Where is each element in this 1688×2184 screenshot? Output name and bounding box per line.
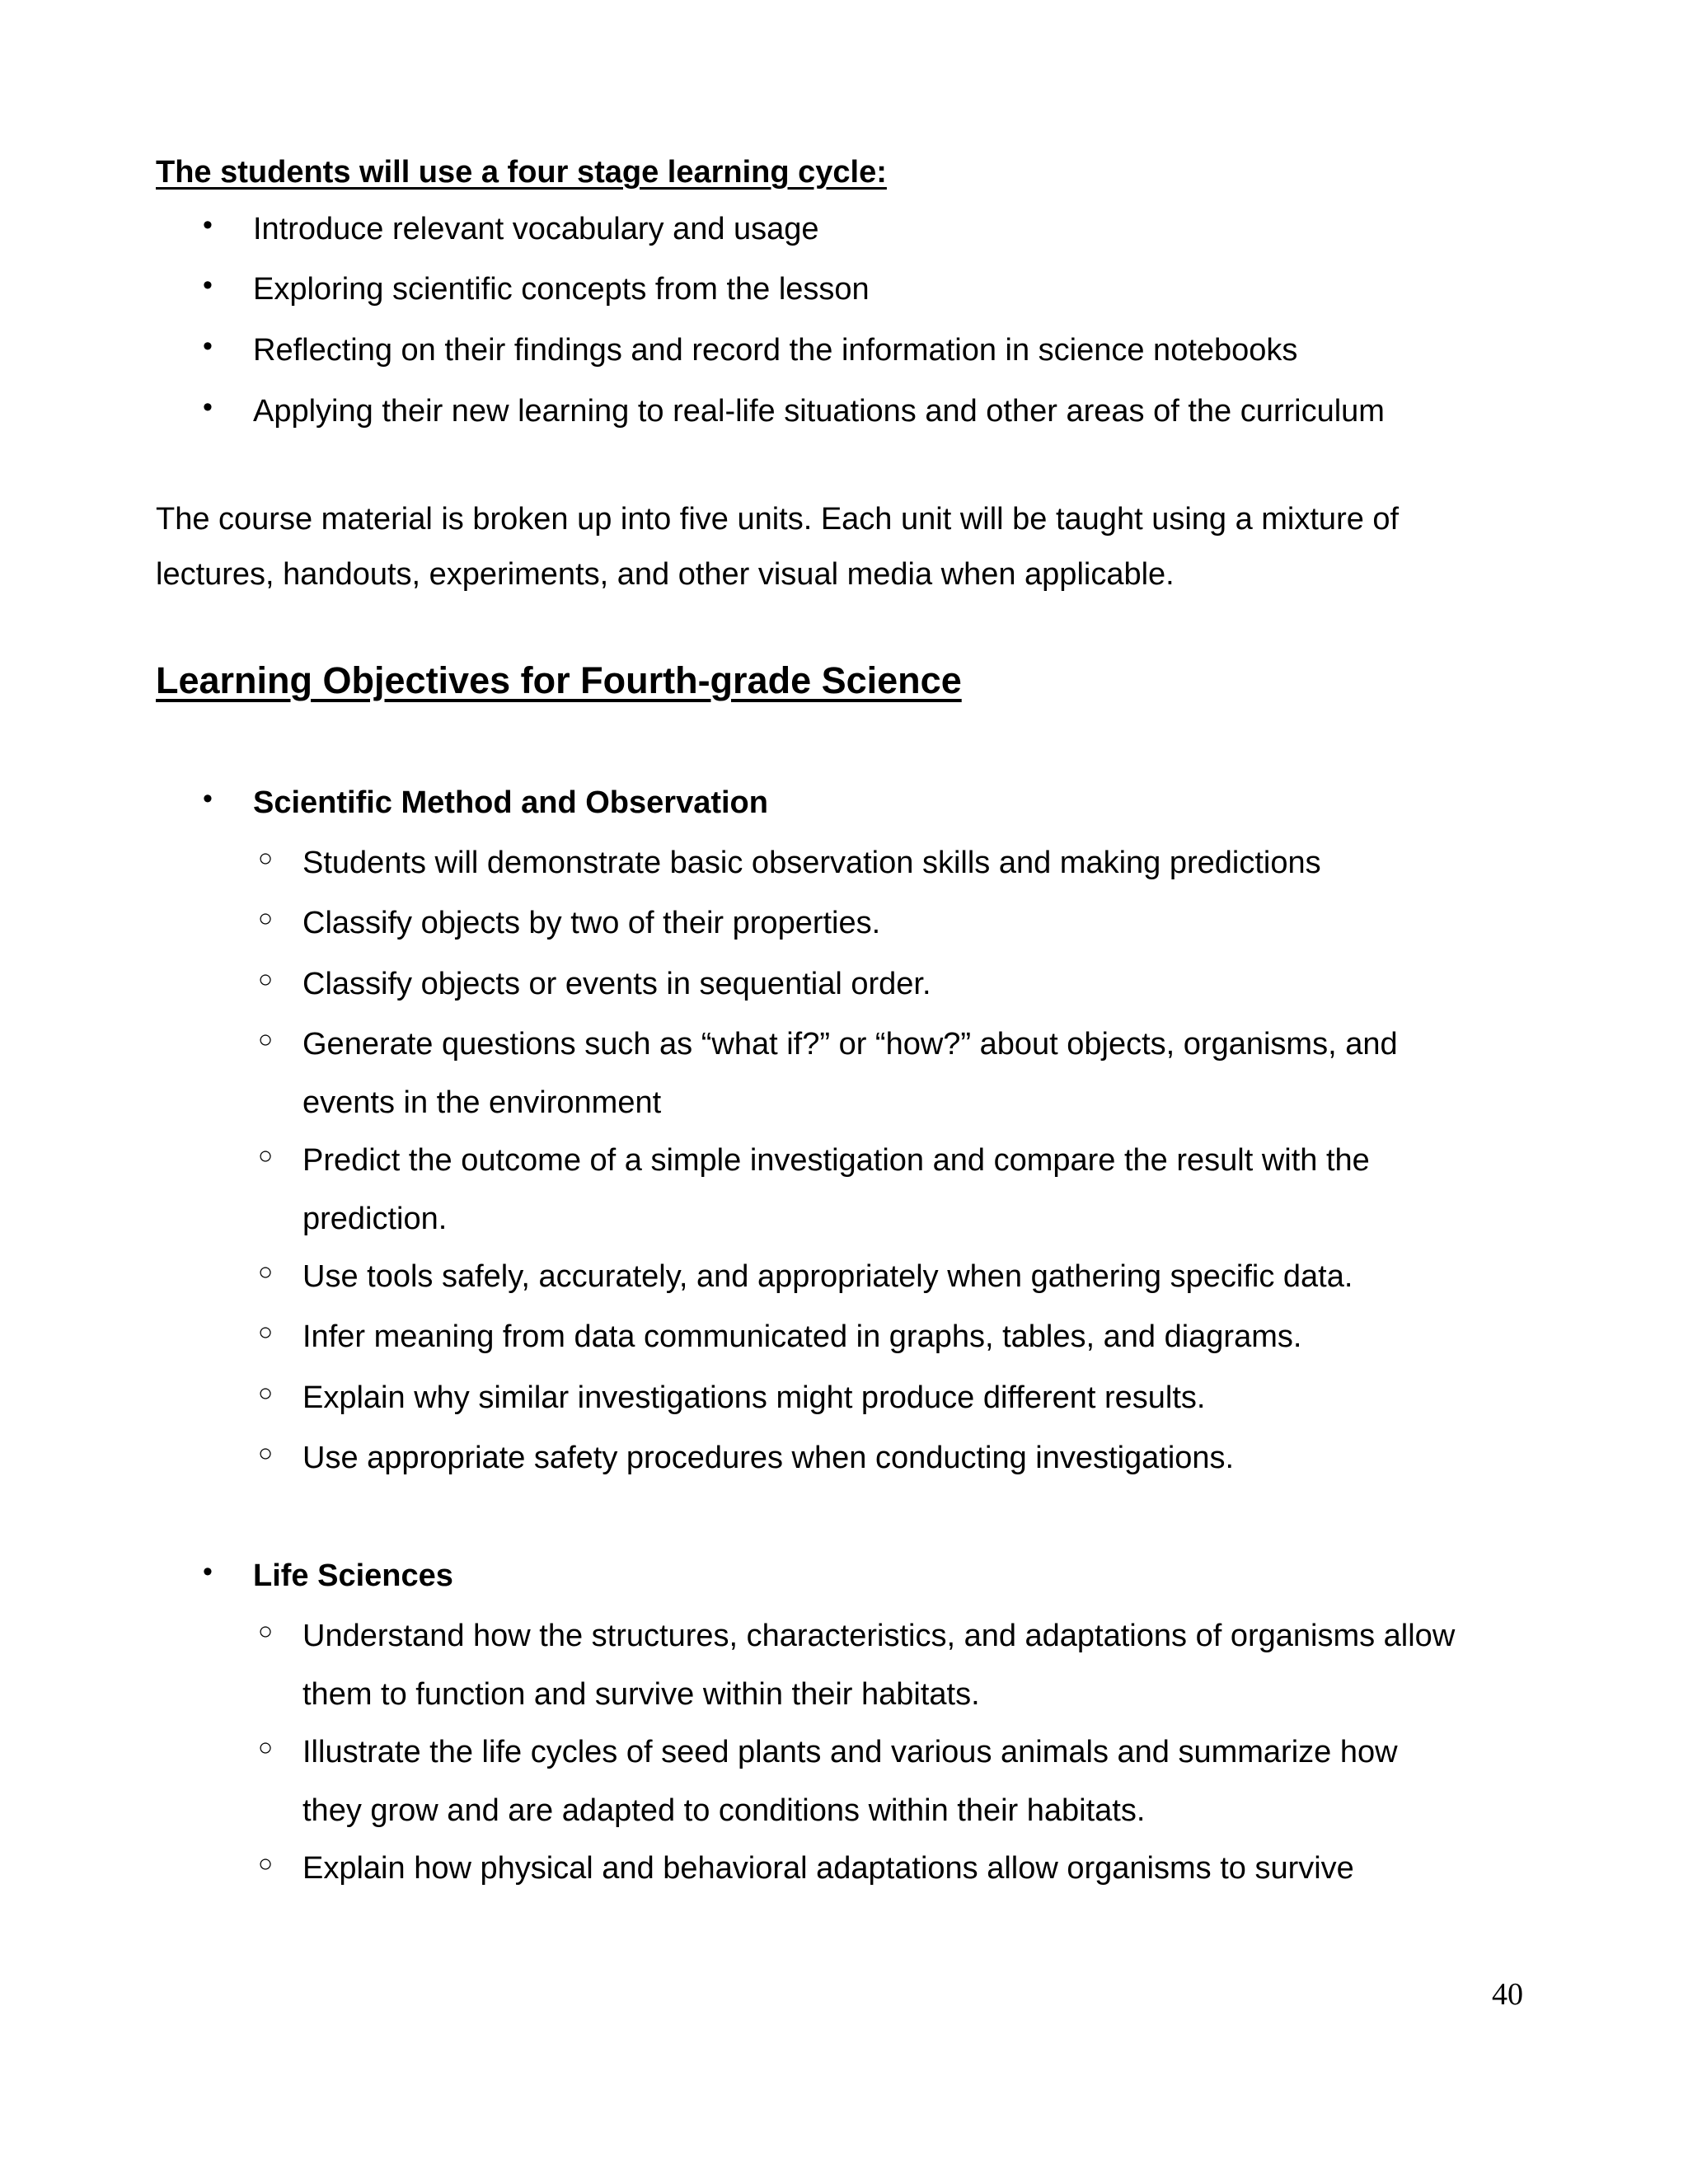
- list-item: Illustrate the life cycles of seed plants and various animals and summarize how: [302, 1735, 1398, 1769]
- list-item-continuation: they grow and are adapted to conditions within their habitats.: [302, 1793, 1146, 1828]
- list-item: Students will demonstrate basic observation skills and making predictions: [302, 846, 1321, 880]
- list-item: Infer meaning from data communicated in graphs, tables, and diagrams.: [302, 1319, 1302, 1354]
- list-item: Explain why similar investigations might produce different results.: [302, 1380, 1206, 1415]
- list-item: Introduce relevant vocabulary and usage: [253, 212, 819, 246]
- list-item: Generate questions such as “what if?” or “how?” about objects, organisms, and: [302, 1027, 1398, 1062]
- bullet-icon: •: [203, 269, 213, 301]
- bullet-icon: •: [203, 330, 213, 362]
- circle-bullet-icon: ○: [258, 1440, 274, 1467]
- list-item-continuation: prediction.: [302, 1202, 448, 1236]
- circle-bullet-icon: ○: [258, 905, 274, 932]
- list-item: Use appropriate safety procedures when conducting investigations.: [302, 1441, 1235, 1475]
- circle-bullet-icon: ○: [258, 1850, 274, 1877]
- list-item: Exploring scientific concepts from the lesson: [253, 272, 870, 307]
- section-title: Scientific Method and Observation: [253, 785, 768, 820]
- page-number: 40: [1492, 1977, 1523, 2012]
- bullet-icon: •: [203, 1556, 213, 1587]
- bullet-icon: •: [203, 391, 213, 423]
- section-title: Life Sciences: [253, 1558, 453, 1593]
- list-item: Reflecting on their findings and record the information in science notebooks: [253, 333, 1298, 368]
- list-item: Classify objects or events in sequential order.: [302, 967, 931, 1001]
- list-item: Predict the outcome of a simple investigation and compare the result with the: [302, 1143, 1370, 1178]
- paragraph-line: The course material is broken up into five units. Each unit will be taught using a mixture of: [156, 502, 1400, 537]
- paragraph-line: lectures, handouts, experiments, and other visual media when applicable.: [156, 557, 1175, 592]
- circle-bullet-icon: ○: [258, 1380, 274, 1407]
- circle-bullet-icon: ○: [258, 1258, 274, 1286]
- circle-bullet-icon: ○: [258, 1734, 274, 1761]
- circle-bullet-icon: ○: [258, 845, 274, 872]
- list-item: Explain how physical and behavioral adaptations allow organisms to survive: [302, 1851, 1354, 1886]
- list-item: Use tools safely, accurately, and appropriately when gathering specific data.: [302, 1259, 1353, 1294]
- learning-cycle-heading: The students will use a four stage learning cycle:: [156, 155, 887, 190]
- list-item-continuation: them to function and survive within their habitats.: [302, 1677, 980, 1712]
- circle-bullet-icon: ○: [258, 1618, 274, 1645]
- bullet-icon: •: [203, 209, 213, 241]
- circle-bullet-icon: ○: [258, 1026, 274, 1053]
- bullet-icon: •: [203, 783, 213, 814]
- circle-bullet-icon: ○: [258, 966, 274, 993]
- list-item: Classify objects by two of their properties.: [302, 906, 881, 940]
- list-item-continuation: events in the environment: [302, 1085, 662, 1120]
- objectives-heading: Learning Objectives for Fourth-grade Science: [156, 659, 962, 701]
- circle-bullet-icon: ○: [258, 1142, 274, 1169]
- list-item: Applying their new learning to real-life situations and other areas of the curriculum: [253, 394, 1385, 429]
- circle-bullet-icon: ○: [258, 1319, 274, 1346]
- list-item: Understand how the structures, characteristics, and adaptations of organisms allow: [302, 1619, 1456, 1653]
